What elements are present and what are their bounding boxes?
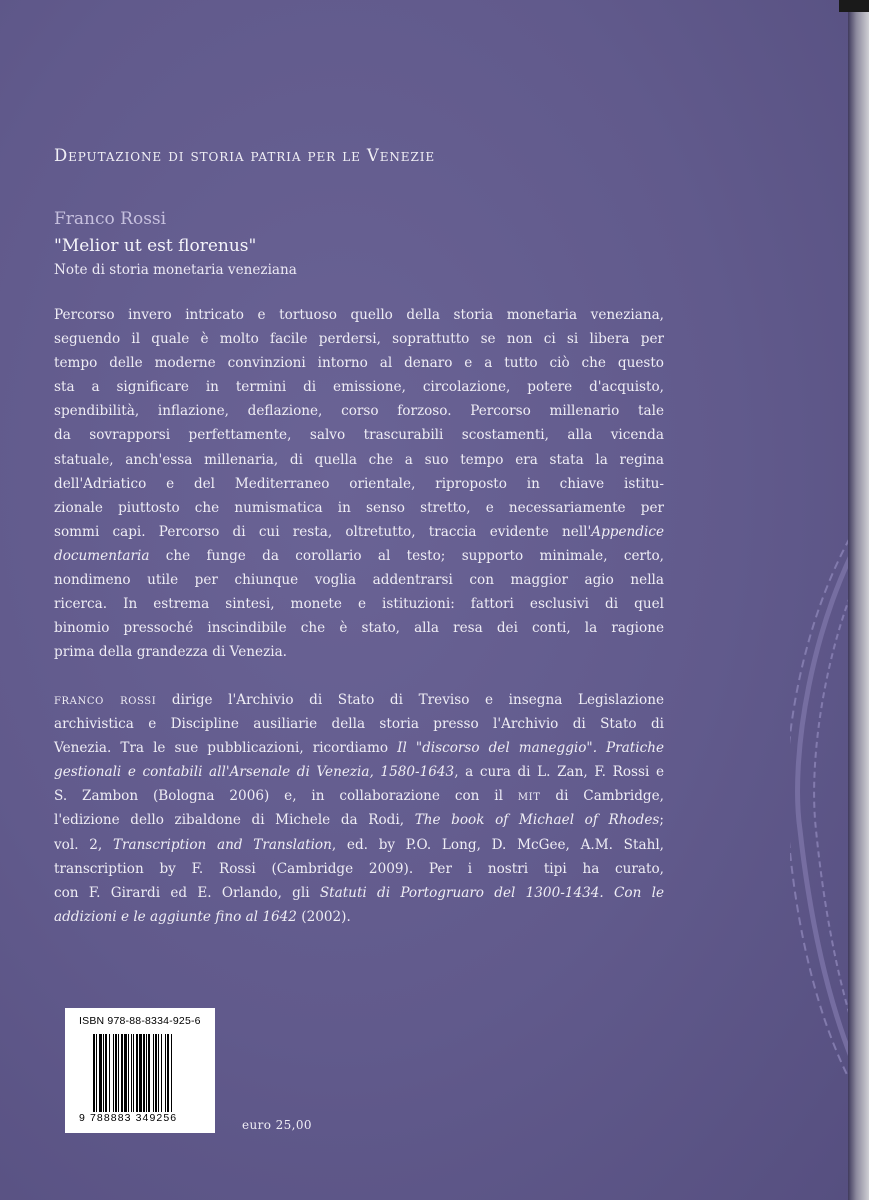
bio-text: dirige l'Archivio di Stato di Treviso e insegna Legislazione bbox=[156, 692, 664, 708]
bio-line bbox=[54, 833, 664, 857]
barcode-bar bbox=[165, 1034, 166, 1112]
barcode-bars bbox=[93, 1034, 201, 1112]
bio-text: vol. 2, bbox=[54, 836, 113, 853]
bio-text: Venezia. Tra le sue pubblicazioni, ricordiamo bbox=[54, 740, 398, 757]
description-line bbox=[54, 520, 664, 544]
barcode-bar bbox=[148, 1034, 150, 1112]
description-line: da sovrapporsi perfettamente, salvo trascurabili scostamenti, alla vicenda bbox=[54, 427, 664, 444]
bio-abbrev: mit bbox=[517, 788, 541, 805]
barcode-bar bbox=[146, 1034, 147, 1112]
bio-line: archivistica e Discipline ausiliarie della storia presso l'Archivio di Stato di bbox=[54, 716, 664, 733]
bio-line bbox=[54, 736, 664, 760]
barcode-bar bbox=[143, 1034, 145, 1112]
barcode-bar bbox=[158, 1034, 159, 1112]
bio-text: ; bbox=[659, 812, 664, 829]
barcode-bar bbox=[153, 1034, 154, 1112]
isbn-barcode bbox=[65, 1008, 215, 1133]
bio-text: l'edizione dello zibaldone di Michele da Rodi, bbox=[54, 812, 415, 829]
barcode-bar bbox=[128, 1034, 129, 1112]
bio-italic: Statuti di Portogruaro del 1300-1434. Con le bbox=[319, 884, 664, 901]
description-line: seguendo il quale è molto facile perdersi, soprattutto se non ci si libera per bbox=[54, 331, 664, 348]
barcode-bar bbox=[171, 1034, 172, 1112]
barcode-bar bbox=[136, 1034, 138, 1112]
book-title: "Melior ut est florenus" bbox=[54, 236, 257, 256]
barcode-bar bbox=[155, 1034, 157, 1112]
barcode-bar bbox=[161, 1034, 162, 1112]
barcode-bar bbox=[167, 1034, 169, 1112]
description-line: statuale, anch'essa millenaria, di quella che a suo tempo era stata la regina bbox=[54, 451, 664, 468]
page-edge bbox=[848, 0, 869, 1200]
barcode-bar bbox=[124, 1034, 127, 1112]
bio-italic: The book of Michael of Rhodes bbox=[414, 812, 660, 829]
barcode-bar bbox=[113, 1034, 114, 1112]
description-line: prima della grandezza di Venezia. bbox=[54, 644, 288, 661]
bio-italic: addizioni e le aggiunte fino al 1642 bbox=[54, 908, 297, 925]
bio-text: , a cura di L. Zan, F. Rossi e bbox=[454, 764, 664, 781]
description-line: dell'Adriatico e del Mediterraneo orientale, riproposto in chiave istitu- bbox=[54, 475, 664, 492]
price: euro 25,00 bbox=[242, 1118, 312, 1132]
bio-line bbox=[54, 688, 664, 712]
bio-text: , ed. by P.O. Long, D. McGee, A.M. Stahl, bbox=[331, 836, 664, 853]
barcode-bar bbox=[105, 1034, 107, 1112]
description-line: nondimeno utile per chiunque voglia addentrarsi con maggior agio nella bbox=[54, 572, 664, 589]
bio-line bbox=[54, 784, 664, 808]
description-italic: documentaria bbox=[54, 547, 150, 564]
description-italic: Appendice bbox=[591, 523, 664, 540]
bio-text: (2002). bbox=[296, 908, 351, 925]
barcode-bar bbox=[99, 1034, 102, 1112]
description-text: sommi capi. Percorso di cui resta, oltretutto, traccia evidente nell' bbox=[54, 523, 592, 540]
bio-text: di Cambridge, bbox=[540, 788, 665, 805]
bio-italic: Transcription and Translation bbox=[112, 836, 332, 853]
bio-line bbox=[54, 881, 664, 905]
bio-text: con F. Girardi ed E. Orlando, gli bbox=[54, 884, 320, 901]
book-subtitle: Note di storia monetaria veneziana bbox=[54, 262, 297, 278]
bio-italic: Il "discorso del maneggio". Pratiche bbox=[397, 740, 665, 757]
book-author: Franco Rossi bbox=[54, 209, 167, 229]
description-line bbox=[54, 544, 664, 568]
barcode-bar bbox=[109, 1034, 110, 1112]
barcode-bar bbox=[139, 1034, 142, 1112]
scan-corner bbox=[839, 0, 869, 12]
book-description bbox=[54, 303, 664, 664]
barcode-bar bbox=[103, 1034, 104, 1112]
bio-author-name: franco rossi bbox=[54, 692, 157, 708]
description-line: binomio pressoché inscindibile che è stato, alla resa dei conti, la ragione bbox=[54, 620, 664, 637]
barcode-digits: 9 788883 349256 bbox=[79, 1112, 178, 1124]
isbn-number: ISBN 978-88-8334-925-6 bbox=[79, 1015, 201, 1027]
series-name: Deputazione di storia patria per le Venezie bbox=[54, 146, 435, 165]
barcode-bar bbox=[93, 1034, 95, 1112]
barcode-bar bbox=[121, 1034, 123, 1112]
bio-line bbox=[54, 905, 664, 929]
barcode-bar bbox=[96, 1034, 97, 1112]
barcode-bar bbox=[131, 1034, 132, 1112]
bio-line bbox=[54, 760, 664, 784]
barcode-bar bbox=[133, 1034, 134, 1112]
description-line: Percorso invero intricato e tortuoso quello della storia monetaria veneziana, bbox=[54, 307, 664, 323]
bio-text: S. Zambon (Bologna 2006) e, in collaborazione con il bbox=[54, 788, 518, 805]
description-line: sta a significare in termini di emissione, circolazione, potere d'acquisto, bbox=[54, 379, 664, 396]
description-line: spendibilità, inflazione, deflazione, corso forzoso. Percorso millenario tale bbox=[54, 403, 664, 420]
description-line: tempo delle moderne convinzioni intorno al denaro e a tutto ciò che questo bbox=[54, 355, 664, 372]
description-line: ricerca. In estrema sintesi, monete e istituzioni: fattori esclusivi di quel bbox=[54, 596, 664, 613]
bio-line: transcription by F. Rossi (Cambridge 2009). Per i nostri tipi ha curato, bbox=[54, 860, 664, 877]
barcode-bar bbox=[115, 1034, 117, 1112]
bio-line bbox=[54, 808, 664, 832]
barcode-bar bbox=[118, 1034, 119, 1112]
description-line: zionale piuttosto che numismatica in senso stretto, e necessariamente per bbox=[54, 499, 664, 516]
bio-italic: gestionali e contabili all'Arsenale di Venezia, 1580-1643 bbox=[54, 764, 455, 781]
author-bio bbox=[54, 688, 664, 929]
description-text: che funge da corollario al testo; supporto minimale, certo, bbox=[149, 547, 664, 564]
